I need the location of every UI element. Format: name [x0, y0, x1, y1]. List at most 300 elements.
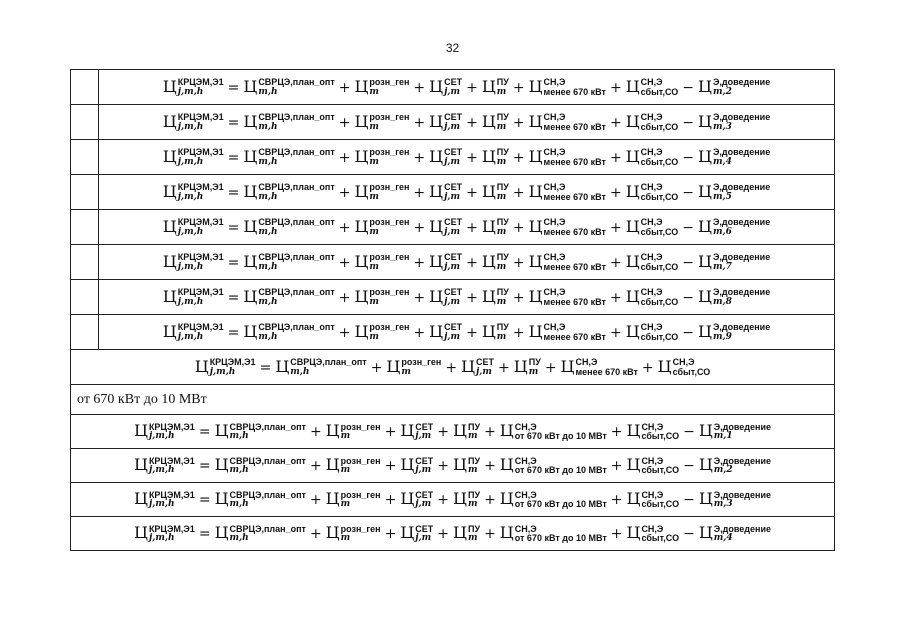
term-superscript: Э,доведение: [712, 217, 771, 228]
term-indices: [497, 113, 509, 132]
term-t_rozn: [325, 455, 381, 476]
term-subscript: от 670 кВт до 10 МВт: [514, 499, 607, 510]
plus-sign: +: [466, 324, 478, 341]
term-subscript: m: [496, 226, 507, 237]
term-symbol: Ц: [162, 251, 177, 271]
term-t_svrc: [275, 358, 366, 376]
term-t_dov: [698, 216, 771, 237]
term-t_sn_low: [561, 358, 638, 376]
term-superscript: розн_ген: [369, 287, 410, 298]
term-superscript: розн_ген: [369, 322, 410, 333]
term-superscript: СВРЦЭ,план_опт: [258, 147, 335, 158]
term-symbol: Ц: [528, 76, 543, 96]
term-indices: [544, 323, 606, 342]
term-subscript: m: [369, 261, 379, 272]
term-t_set: [429, 111, 463, 132]
term-t_sbyt: [625, 111, 679, 132]
plus-sign: +: [512, 254, 525, 271]
term-superscript: розн_ген: [340, 455, 381, 466]
term-subscript: менее 670 кВт: [543, 296, 606, 307]
term-symbol: Ц: [133, 489, 148, 509]
plus-sign: +: [413, 219, 426, 236]
term-symbol: Ц: [625, 251, 640, 271]
term-subscript: m,h: [258, 86, 278, 97]
minus-sign: −: [682, 184, 695, 201]
term-superscript: ПУ: [496, 322, 509, 333]
term-symbol: Ц: [354, 216, 369, 236]
term-subscript: m: [496, 86, 507, 97]
term-t_set: [400, 421, 434, 442]
term-superscript: СН,Э: [640, 252, 663, 263]
term-indices: [369, 288, 409, 307]
minus-sign: −: [682, 324, 695, 341]
term-subscript: сбыт,СО: [641, 499, 680, 510]
term-symbol: Ц: [243, 286, 258, 306]
term-indices: [497, 78, 509, 97]
minus-sign: −: [682, 79, 695, 96]
term-indices: [149, 491, 195, 510]
term-symbol: Ц: [214, 489, 229, 509]
term-t_dov: [698, 111, 771, 132]
formula-row: [71, 315, 835, 350]
term-superscript: СВРЦЭ,план_опт: [258, 322, 335, 333]
plus-sign: +: [338, 254, 351, 271]
plus-sign: +: [466, 79, 478, 96]
term-indices: [497, 288, 509, 307]
term-symbol: Ц: [626, 523, 641, 543]
plus-sign: +: [309, 526, 322, 543]
term-indices: [515, 491, 607, 510]
term-subscript: сбыт,СО: [640, 191, 679, 202]
term-indices: [544, 183, 606, 202]
term-t_pu: [481, 111, 509, 132]
plus-sign: +: [437, 526, 450, 543]
term-subscript: от 670 кВт до 10 МВт: [514, 533, 607, 544]
plus-sign: +: [466, 149, 478, 166]
formula-rows-upper: [71, 70, 835, 350]
term-subscript: m: [467, 465, 478, 476]
term-indices: [415, 491, 433, 510]
term-superscript: розн_ген: [340, 489, 381, 500]
gutter-cell: [71, 70, 99, 105]
term-superscript: СН,Э: [543, 322, 566, 333]
formula-cell: [99, 245, 835, 280]
term-subscript: m,h: [258, 156, 278, 167]
term-symbol: Ц: [481, 286, 496, 306]
term-symbol: Ц: [698, 321, 712, 341]
eq-sign: =: [227, 289, 240, 306]
term-subscript: m: [340, 431, 351, 442]
term-t_set: [400, 489, 434, 510]
term-lhs: [133, 421, 195, 442]
term-t_set: [429, 181, 463, 202]
term-t_sn_low: [528, 286, 606, 307]
term-symbol: Ц: [499, 489, 514, 509]
term-t_svrc: [243, 76, 335, 97]
term-superscript: СЕТ: [476, 357, 495, 368]
term-indices: [515, 423, 607, 442]
term-subscript: менее 670 кВт: [543, 121, 606, 132]
term-subscript: сбыт,СО: [640, 331, 679, 342]
formula: [163, 323, 770, 342]
term-symbol: Ц: [243, 181, 258, 201]
formula: [163, 288, 770, 307]
term-superscript: СН,Э: [641, 455, 664, 466]
term-symbol: Ц: [243, 111, 258, 131]
term-superscript: КРЦЭМ,Э1: [209, 357, 256, 368]
term-indices: [258, 148, 334, 167]
term-t_sn_mid: [499, 455, 607, 476]
term-superscript: СВРЦЭ,план_опт: [229, 523, 306, 534]
term-t_set: [429, 251, 463, 272]
term-symbol: Ц: [499, 523, 514, 543]
term-superscript: СВРЦЭ,план_опт: [229, 489, 306, 500]
term-indices: [468, 491, 480, 510]
term-superscript: ПУ: [496, 252, 509, 263]
term-symbol: Ц: [528, 286, 543, 306]
plus-sign: +: [384, 492, 397, 509]
term-symbol: Ц: [133, 455, 148, 475]
term-subscript: менее 670 кВт: [543, 156, 606, 167]
term-t_rozn: [354, 146, 410, 167]
term-subscript: менее 670 кВт: [575, 366, 638, 377]
term-subscript: m,9: [712, 331, 732, 342]
term-indices: [641, 78, 679, 97]
term-symbol: Ц: [698, 251, 712, 271]
term-lhs: [162, 216, 224, 237]
term-indices: [401, 358, 441, 377]
plus-sign: +: [437, 492, 450, 509]
term-indices: [713, 323, 770, 342]
term-symbol: Ц: [698, 286, 712, 306]
term-symbol: Ц: [133, 421, 148, 441]
term-superscript: СН,Э: [543, 252, 566, 263]
plus-sign: +: [466, 289, 478, 306]
term-superscript: розн_ген: [369, 252, 410, 263]
term-superscript: ПУ: [496, 182, 509, 193]
minus-sign: −: [682, 149, 695, 166]
term-indices: [515, 525, 607, 544]
term-superscript: СН,Э: [640, 217, 663, 228]
term-symbol: Ц: [429, 321, 444, 341]
term-indices: [641, 148, 679, 167]
term-superscript: КРЦЭМ,Э1: [177, 252, 224, 263]
term-t_pu: [514, 358, 541, 376]
term-subscript: j,m,h: [177, 86, 204, 97]
term-subscript: m: [496, 261, 507, 272]
page-number: 32: [445, 41, 460, 55]
term-subscript: j,m,h: [209, 366, 236, 377]
term-superscript: СВРЦЭ,план_опт: [258, 77, 335, 88]
term-t_svrc: [214, 523, 306, 544]
formula-row-final: [71, 350, 835, 385]
term-subscript: j,m,h: [148, 499, 175, 510]
term-indices: [641, 457, 679, 476]
term-lhs: [162, 286, 224, 307]
term-indices: [497, 323, 509, 342]
term-indices: [178, 253, 224, 272]
formula-table: [70, 69, 835, 551]
term-indices: [178, 183, 224, 202]
minus-sign: −: [682, 254, 695, 271]
term-subscript: m: [369, 331, 379, 342]
term-superscript: СН,Э: [543, 217, 566, 228]
term-t_rozn: [354, 76, 410, 97]
term-subscript: m: [369, 156, 379, 167]
term-subscript: m: [369, 226, 379, 237]
term-t_pu: [453, 455, 481, 476]
term-indices: [713, 113, 770, 132]
eq-sign: =: [227, 149, 240, 166]
term-subscript: m,2: [713, 465, 733, 476]
formula: [163, 183, 770, 202]
term-superscript: СН,Э: [640, 287, 663, 298]
term-symbol: Ц: [626, 489, 641, 509]
term-superscript: СЕТ: [444, 182, 463, 193]
section-row: [71, 385, 835, 415]
term-superscript: розн_ген: [369, 217, 410, 228]
term-subscript: m,h: [258, 191, 278, 202]
term-t_dov: [698, 181, 771, 202]
term-t_sn_low: [528, 111, 606, 132]
term-superscript: СВРЦЭ,план_опт: [258, 182, 335, 193]
term-symbol: Ц: [194, 356, 209, 376]
term-symbol: Ц: [626, 421, 641, 441]
term-t_pu: [481, 321, 509, 342]
plus-sign: +: [384, 526, 397, 543]
term-symbol: Ц: [429, 216, 444, 236]
plus-sign: +: [309, 424, 322, 441]
term-superscript: КРЦЭМ,Э1: [177, 182, 224, 193]
term-superscript: розн_ген: [369, 147, 410, 158]
term-superscript: СЕТ: [444, 322, 463, 333]
term-symbol: Ц: [481, 146, 496, 166]
term-subscript: m,h: [229, 499, 249, 510]
plus-sign: +: [512, 289, 525, 306]
term-indices: [178, 78, 224, 97]
term-superscript: СН,Э: [514, 421, 537, 432]
term-subscript: m: [528, 366, 539, 377]
term-subscript: сбыт,СО: [641, 465, 680, 476]
term-indices: [258, 183, 334, 202]
plus-sign: +: [609, 184, 622, 201]
plus-sign: +: [641, 359, 654, 376]
term-symbol: Ц: [481, 181, 496, 201]
formula-row: [71, 245, 835, 280]
term-symbol: Ц: [133, 523, 148, 543]
term-superscript: КРЦЭМ,Э1: [177, 77, 224, 88]
term-symbol: Ц: [354, 286, 369, 306]
term-superscript: КРЦЭМ,Э1: [177, 112, 224, 123]
term-symbol: Ц: [698, 489, 713, 509]
term-indices: [258, 78, 334, 97]
term-indices: [444, 78, 462, 97]
term-subscript: j,m: [444, 331, 461, 342]
term-subscript: m,7: [712, 261, 732, 272]
term-symbol: Ц: [243, 251, 258, 271]
term-symbol: Ц: [528, 216, 543, 236]
minus-sign: −: [682, 219, 695, 236]
term-t_svrc: [243, 216, 335, 237]
term-superscript: ПУ: [496, 77, 509, 88]
term-symbol: Ц: [275, 356, 290, 376]
term-t_set: [400, 455, 434, 476]
plus-sign: +: [484, 424, 496, 441]
formula: [134, 491, 771, 510]
term-indices: [476, 358, 494, 377]
term-subscript: m,4: [713, 533, 733, 544]
term-subscript: m: [496, 121, 507, 132]
term-superscript: Э,доведение: [712, 147, 771, 158]
term-indices: [641, 491, 679, 510]
term-symbol: Ц: [698, 523, 713, 543]
minus-sign: −: [682, 114, 695, 131]
term-subscript: m: [340, 499, 351, 510]
term-superscript: СВРЦЭ,план_опт: [258, 252, 335, 263]
term-indices: [576, 358, 638, 377]
plus-sign: +: [512, 324, 525, 341]
term-t_dov: [698, 321, 771, 342]
plus-sign: +: [413, 184, 426, 201]
plus-sign: +: [610, 526, 623, 543]
plus-sign: +: [484, 526, 496, 543]
plus-sign: +: [609, 324, 622, 341]
term-indices: [178, 113, 224, 132]
term-subscript: m,h: [258, 226, 278, 237]
term-subscript: m: [369, 86, 379, 97]
term-superscript: СН,Э: [672, 357, 695, 368]
term-symbol: Ц: [625, 146, 640, 166]
plus-sign: +: [609, 79, 622, 96]
term-subscript: m,h: [258, 261, 278, 272]
eq-sign: =: [227, 114, 240, 131]
term-superscript: СН,Э: [641, 421, 664, 432]
term-subscript: сбыт,СО: [640, 226, 679, 237]
term-symbol: Ц: [499, 421, 514, 441]
term-indices: [641, 525, 679, 544]
term-symbol: Ц: [325, 455, 340, 475]
formula: [163, 113, 770, 132]
term-indices: [341, 423, 381, 442]
plus-sign: +: [498, 359, 510, 376]
term-superscript: СЕТ: [415, 489, 434, 500]
term-t_pu: [481, 216, 509, 237]
term-subscript: m: [467, 431, 478, 442]
term-symbol: Ц: [429, 146, 444, 166]
term-t_sn_low: [528, 76, 606, 97]
plus-sign: +: [384, 424, 397, 441]
term-subscript: j,m,h: [148, 533, 175, 544]
term-subscript: m: [467, 499, 478, 510]
term-t_pu: [453, 421, 481, 442]
plus-sign: +: [610, 458, 623, 475]
term-t_sbyt: [625, 181, 679, 202]
minus-sign: −: [682, 289, 695, 306]
term-superscript: СЕТ: [444, 77, 463, 88]
term-superscript: Э,доведение: [712, 252, 771, 263]
term-symbol: Ц: [625, 321, 640, 341]
term-symbol: Ц: [429, 286, 444, 306]
term-symbol: Ц: [528, 146, 543, 166]
term-superscript: СЕТ: [444, 217, 463, 228]
term-indices: [444, 253, 462, 272]
term-superscript: СВРЦЭ,план_опт: [258, 112, 335, 123]
formula-row: [71, 415, 835, 449]
term-indices: [497, 253, 509, 272]
eq-sign: =: [198, 424, 211, 441]
plus-sign: +: [466, 254, 478, 271]
term-symbol: Ц: [698, 76, 712, 96]
term-superscript: СН,Э: [641, 523, 664, 534]
plus-sign: +: [609, 289, 622, 306]
term-t_sbyt: [658, 358, 711, 376]
minus-sign: −: [683, 424, 695, 441]
term-symbol: Ц: [354, 181, 369, 201]
formula-row: [71, 449, 835, 483]
term-indices: [444, 148, 462, 167]
term-indices: [230, 423, 306, 442]
term-symbol: Ц: [386, 356, 401, 376]
term-superscript: СВРЦЭ,план_опт: [229, 455, 306, 466]
term-indices: [515, 457, 607, 476]
term-subscript: m: [369, 121, 379, 132]
formula: [163, 78, 770, 97]
term-subscript: m,h: [258, 331, 278, 342]
term-subscript: m: [369, 296, 379, 307]
minus-sign: −: [683, 526, 695, 543]
term-t_sbyt: [626, 455, 680, 476]
plus-sign: +: [609, 254, 622, 271]
term-superscript: розн_ген: [369, 182, 410, 193]
term-indices: [497, 218, 509, 237]
term-subscript: j,m,h: [177, 156, 204, 167]
term-superscript: СЕТ: [444, 112, 463, 123]
term-subscript: m: [496, 156, 507, 167]
term-subscript: m,4: [712, 156, 732, 167]
term-indices: [444, 113, 462, 132]
plus-sign: +: [413, 254, 426, 271]
gutter-cell: [71, 245, 99, 280]
formula: [163, 148, 770, 167]
gutter-cell: [71, 315, 99, 350]
plus-sign: +: [512, 219, 525, 236]
term-subscript: j,m,h: [148, 465, 175, 476]
term-subscript: j,m: [476, 366, 492, 377]
term-superscript: СВРЦЭ,план_опт: [258, 217, 335, 228]
term-symbol: Ц: [481, 321, 496, 341]
term-superscript: СЕТ: [444, 252, 463, 263]
term-indices: [641, 218, 679, 237]
term-indices: [641, 113, 679, 132]
term-indices: [544, 218, 606, 237]
formula: [163, 218, 770, 237]
term-indices: [290, 358, 366, 377]
term-superscript: СВРЦЭ,план_опт: [290, 357, 367, 368]
term-t_sbyt: [625, 321, 679, 342]
term-indices: [369, 78, 409, 97]
term-t_svrc: [243, 321, 335, 342]
term-t_sn_low: [528, 146, 606, 167]
term-subscript: от 670 кВт до 10 МВт: [514, 431, 607, 442]
term-subscript: j,m,h: [177, 121, 204, 132]
term-lhs: [133, 455, 195, 476]
plus-sign: +: [338, 219, 351, 236]
gutter-cell: [71, 210, 99, 245]
minus-sign: −: [683, 492, 695, 509]
term-subscript: m: [496, 331, 507, 342]
term-subscript: менее 670 кВт: [543, 261, 606, 272]
plus-sign: +: [413, 114, 426, 131]
